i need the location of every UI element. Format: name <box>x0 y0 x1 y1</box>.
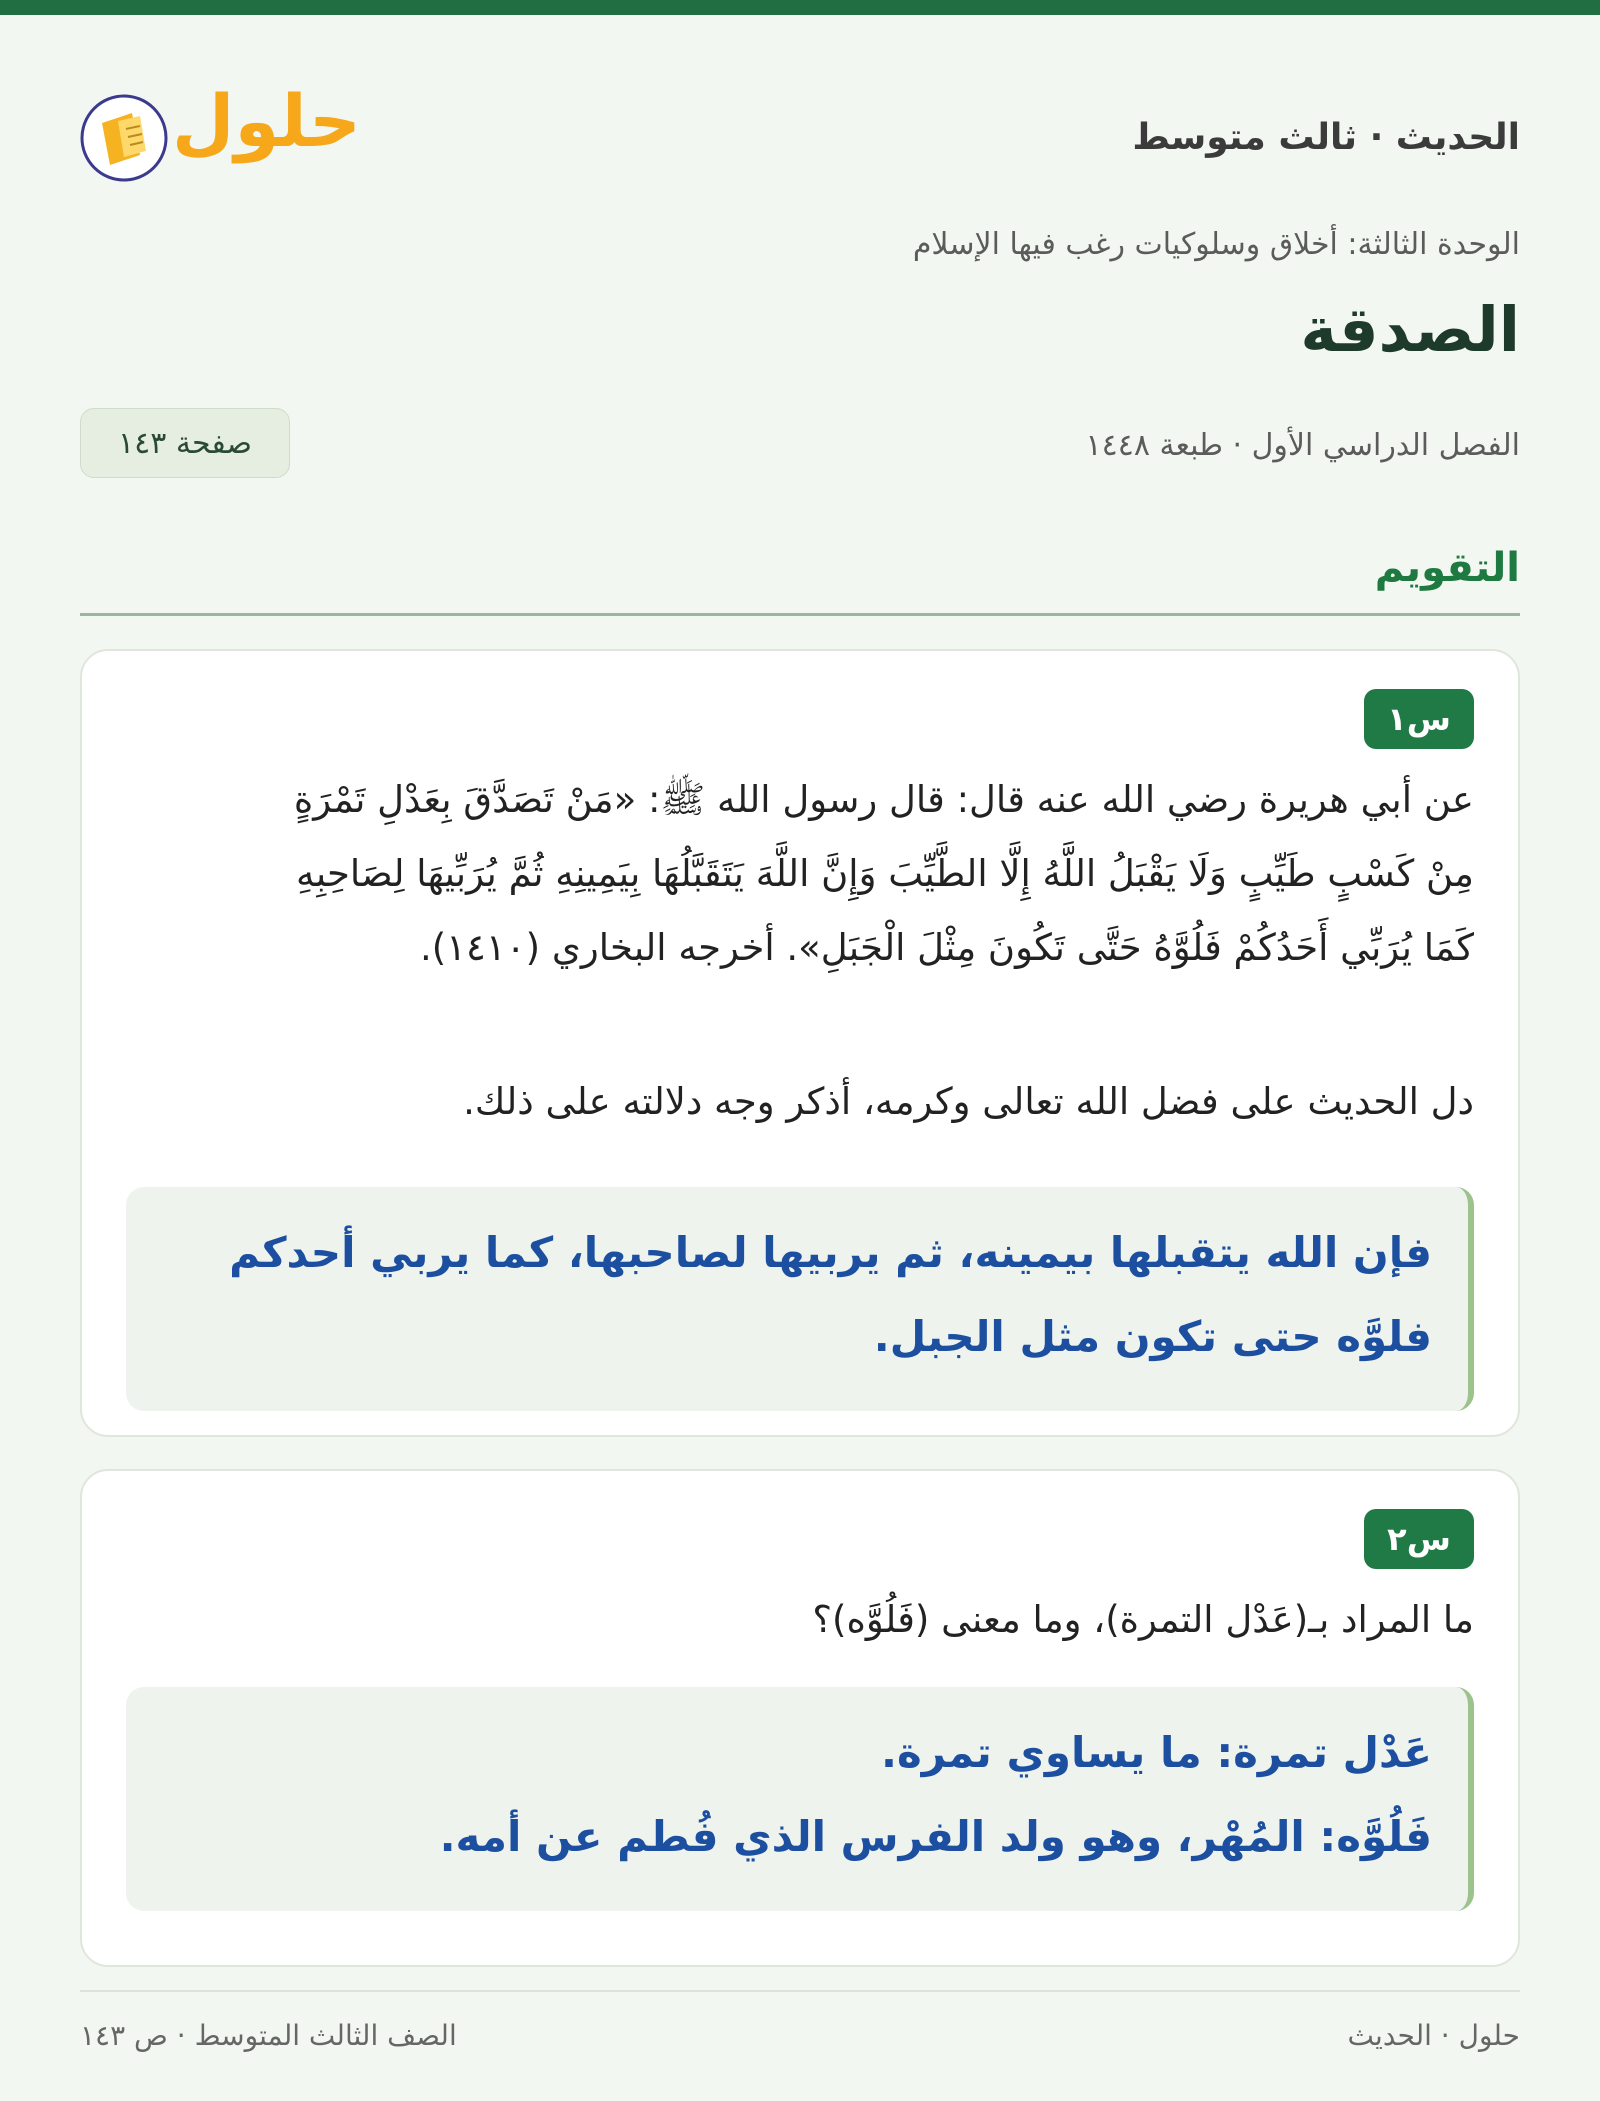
answer-box <box>126 1187 1474 1411</box>
section-divider <box>80 613 1520 616</box>
answer-line: فإن الله يتقبلها بيمينه، ثم يربيها لصاحبها، كما يربي أحدكم <box>229 1228 1432 1277</box>
page-number-badge: صفحة ١٤٣ <box>80 408 290 478</box>
hadith-line: مِنْ كَسْبٍ طَيِّبٍ وَلَا يَقْبَلُ اللَّهُ إِلَّا الطَّيِّبَ وَإِنَّ اللَّهَ يَتَقَبَّلُهَا بِيَمِينِهِ ثُمَّ يُرَبِّيهَا لِصَاحِبِهِ <box>296 852 1474 895</box>
answer-line: فَلُوَّه: المُهْر، وهو ولد الفرس الذي فُطم عن أمه. <box>439 1812 1432 1861</box>
question-card-1 <box>80 649 1520 1437</box>
section-title: التقويم <box>1374 545 1520 591</box>
question-tag: س١ <box>1364 689 1474 749</box>
hadith-line: كَمَا يُرَبِّي أَحَدُكُمْ فَلُوَّهُ حَتَّى تَكُونَ مِثْلَ الْجَبَلِ». أخرجه البخاري (١٤١٠). <box>419 926 1474 969</box>
question-tag: س٢ <box>1364 1509 1474 1569</box>
question-prompt: دل الحديث على فضل الله تعالى وكرمه، أذكر وجه دلالته على ذلك. <box>463 1080 1474 1123</box>
page-title: الصدقة <box>1300 293 1520 366</box>
answer-line: عَدْل تمرة: ما يساوي تمرة. <box>881 1728 1432 1777</box>
hadith-line: عن أبي هريرة رضي الله عنه قال: قال رسول الله ﷺ: «مَنْ تَصَدَّقَ بِعَدْلِ تَمْرَةٍ <box>293 778 1474 821</box>
answer-box <box>126 1687 1474 1911</box>
logo-wordmark: حلول <box>172 79 361 163</box>
page-header <box>80 65 1520 195</box>
footer-brand: حلول · الحديث <box>1347 2019 1520 2052</box>
footer-grade-page: الصف الثالث المتوسط · ص ١٤٣ <box>80 2019 457 2052</box>
subject-label: الحديث · ثالث متوسط <box>1132 117 1520 158</box>
top-accent-bar <box>0 0 1600 15</box>
page <box>80 15 1520 2101</box>
footer-divider <box>80 1990 1520 1992</box>
question-card-2 <box>80 1469 1520 1967</box>
brand-logo[interactable] <box>80 79 361 188</box>
hadith-text <box>124 763 1474 985</box>
unit-subtitle: الوحدة الثالثة: أخلاق وسلوكيات رغب فيها الإسلام <box>912 227 1520 262</box>
term-edition: الفصل الدراسي الأول · طبعة ١٤٤٨ <box>1085 428 1520 463</box>
answer-line: فلوَّه حتى تكون مثل الجبل. <box>873 1312 1432 1361</box>
question-prompt: ما المراد بـ(عَدْل التمرة)، وما معنى (فَلُوَّه)؟ <box>812 1598 1474 1641</box>
